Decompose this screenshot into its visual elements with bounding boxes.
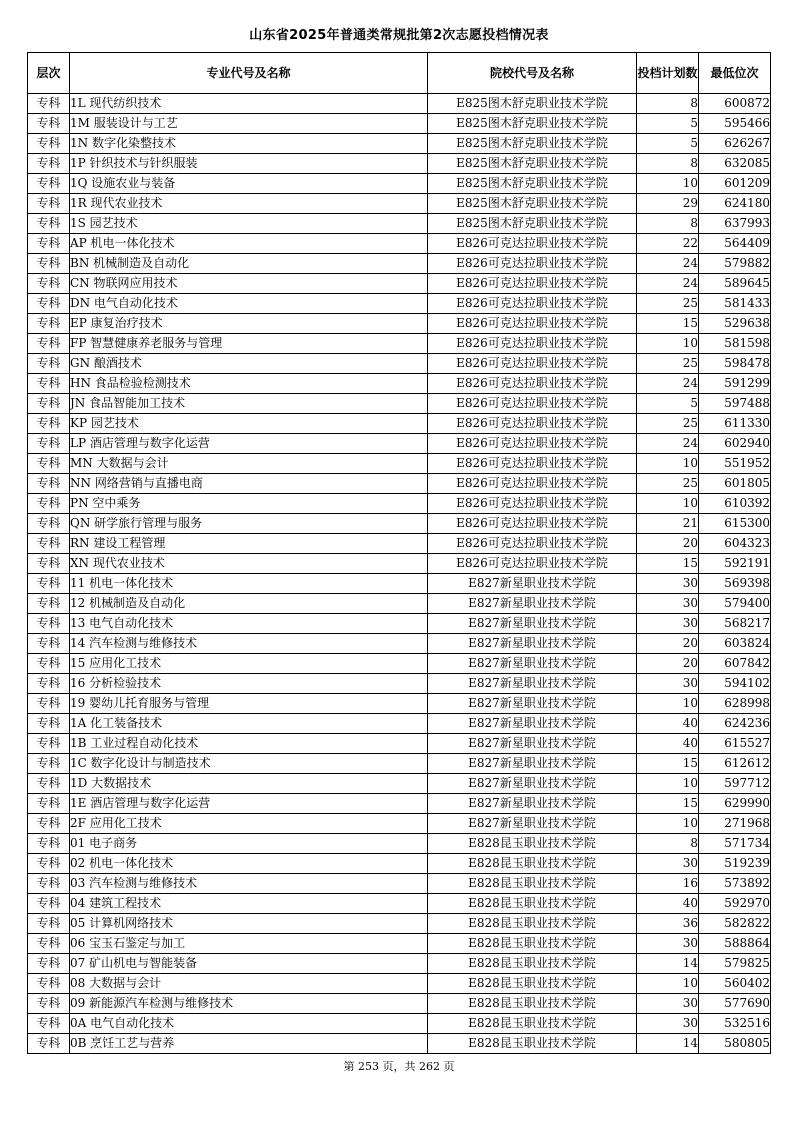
cell-major: EP 康复治疗技术 (70, 314, 428, 334)
table-row (28, 214, 771, 234)
cell-rank: 597488 (699, 394, 771, 414)
cell-school: E826可克达拉职业技术学院 (428, 474, 637, 494)
cell-plan: 8 (637, 154, 699, 174)
cell-major: 0A 电气自动化技术 (70, 1014, 428, 1034)
table-row (28, 314, 771, 334)
cell-plan: 8 (637, 834, 699, 854)
cell-school: E826可克达拉职业技术学院 (428, 534, 637, 554)
cell-rank: 624180 (699, 194, 771, 214)
cell-level: 专科 (28, 514, 70, 534)
cell-rank: 579400 (699, 594, 771, 614)
cell-rank: 529638 (699, 314, 771, 334)
cell-level: 专科 (28, 854, 70, 874)
cell-major: 02 机电一体化技术 (70, 854, 428, 874)
cell-school: E827新星职业技术学院 (428, 694, 637, 714)
cell-plan: 40 (637, 714, 699, 734)
table-row (28, 654, 771, 674)
cell-school: E828昆玉职业技术学院 (428, 854, 637, 874)
cell-level: 专科 (28, 874, 70, 894)
cell-school: E827新星职业技术学院 (428, 634, 637, 654)
cell-rank: 588864 (699, 934, 771, 954)
cell-plan: 30 (637, 614, 699, 634)
cell-plan: 21 (637, 514, 699, 534)
cell-level: 专科 (28, 614, 70, 634)
cell-rank: 637993 (699, 214, 771, 234)
table-row (28, 494, 771, 514)
header-rank: 最低位次 (699, 53, 771, 94)
table-row (28, 834, 771, 854)
table-row (28, 774, 771, 794)
cell-level: 专科 (28, 194, 70, 214)
cell-rank: 564409 (699, 234, 771, 254)
cell-plan: 30 (637, 1014, 699, 1034)
cell-plan: 30 (637, 994, 699, 1014)
table-row (28, 694, 771, 714)
cell-major: 1L 现代纺织技术 (70, 94, 428, 114)
cell-level: 专科 (28, 694, 70, 714)
cell-plan: 22 (637, 234, 699, 254)
cell-major: KP 园艺技术 (70, 414, 428, 434)
cell-rank: 632085 (699, 154, 771, 174)
cell-plan: 5 (637, 394, 699, 414)
cell-rank: 628998 (699, 694, 771, 714)
cell-major: 0B 烹饪工艺与营养 (70, 1034, 428, 1054)
cell-level: 专科 (28, 474, 70, 494)
cell-level: 专科 (28, 654, 70, 674)
cell-plan: 36 (637, 914, 699, 934)
cell-plan: 20 (637, 534, 699, 554)
cell-school: E826可克达拉职业技术学院 (428, 514, 637, 534)
cell-level: 专科 (28, 294, 70, 314)
table-row (28, 174, 771, 194)
cell-level: 专科 (28, 714, 70, 734)
cell-school: E825图木舒克职业技术学院 (428, 214, 637, 234)
cell-plan: 20 (637, 634, 699, 654)
cell-level: 专科 (28, 334, 70, 354)
cell-level: 专科 (28, 234, 70, 254)
cell-plan: 20 (637, 654, 699, 674)
table-row (28, 734, 771, 754)
cell-rank: 582822 (699, 914, 771, 934)
cell-school: E825图木舒克职业技术学院 (428, 134, 637, 154)
cell-plan: 8 (637, 94, 699, 114)
cell-major: LP 酒店管理与数字化运营 (70, 434, 428, 454)
cell-rank: 607842 (699, 654, 771, 674)
table-row (28, 854, 771, 874)
cell-major: QN 研学旅行管理与服务 (70, 514, 428, 534)
cell-level: 专科 (28, 494, 70, 514)
table-row (28, 974, 771, 994)
cell-plan: 25 (637, 294, 699, 314)
cell-rank: 629990 (699, 794, 771, 814)
cell-plan: 14 (637, 954, 699, 974)
cell-plan: 10 (637, 974, 699, 994)
cell-school: E826可克达拉职业技术学院 (428, 414, 637, 434)
cell-school: E827新星职业技术学院 (428, 574, 637, 594)
header-major: 专业代号及名称 (70, 53, 428, 94)
table-row (28, 254, 771, 274)
cell-level: 专科 (28, 954, 70, 974)
cell-school: E828昆玉职业技术学院 (428, 1034, 637, 1054)
cell-major: NN 网络营销与直播电商 (70, 474, 428, 494)
table-row (28, 454, 771, 474)
cell-major: 1E 酒店管理与数字化运营 (70, 794, 428, 814)
cell-school: E828昆玉职业技术学院 (428, 874, 637, 894)
table-row (28, 154, 771, 174)
table-row (28, 414, 771, 434)
header-plan: 投档计划数 (637, 53, 699, 94)
cell-school: E826可克达拉职业技术学院 (428, 294, 637, 314)
cell-level: 专科 (28, 754, 70, 774)
cell-level: 专科 (28, 154, 70, 174)
cell-rank: 579882 (699, 254, 771, 274)
cell-plan: 5 (637, 134, 699, 154)
cell-plan: 24 (637, 254, 699, 274)
cell-rank: 615300 (699, 514, 771, 534)
cell-major: GN 酿酒技术 (70, 354, 428, 374)
cell-major: 05 计算机网络技术 (70, 914, 428, 934)
cell-level: 专科 (28, 174, 70, 194)
cell-plan: 5 (637, 114, 699, 134)
cell-major: FP 智慧健康养老服务与管理 (70, 334, 428, 354)
cell-rank: 573892 (699, 874, 771, 894)
cell-major: RN 建设工程管理 (70, 534, 428, 554)
cell-major: 14 汽车检测与维修技术 (70, 634, 428, 654)
cell-school: E827新星职业技术学院 (428, 754, 637, 774)
table-row (28, 814, 771, 834)
cell-level: 专科 (28, 434, 70, 454)
cell-school: E825图木舒克职业技术学院 (428, 154, 637, 174)
table-row (28, 994, 771, 1014)
cell-major: 1R 现代农业技术 (70, 194, 428, 214)
cell-plan: 29 (637, 194, 699, 214)
cell-rank: 600872 (699, 94, 771, 114)
cell-school: E826可克达拉职业技术学院 (428, 254, 637, 274)
cell-rank: 626267 (699, 134, 771, 154)
cell-plan: 30 (637, 934, 699, 954)
table-row (28, 874, 771, 894)
cell-level: 专科 (28, 114, 70, 134)
table-row (28, 434, 771, 454)
cell-school: E825图木舒克职业技术学院 (428, 194, 637, 214)
cell-rank: 612612 (699, 754, 771, 774)
cell-level: 专科 (28, 774, 70, 794)
cell-rank: 594102 (699, 674, 771, 694)
cell-school: E826可克达拉职业技术学院 (428, 314, 637, 334)
header-level: 层次 (28, 53, 70, 94)
cell-school: E827新星职业技术学院 (428, 614, 637, 634)
cell-school: E826可克达拉职业技术学院 (428, 394, 637, 414)
cell-major: 1Q 设施农业与装备 (70, 174, 428, 194)
table-row (28, 714, 771, 734)
cell-major: CN 物联网应用技术 (70, 274, 428, 294)
cell-school: E825图木舒克职业技术学院 (428, 114, 637, 134)
table-row (28, 134, 771, 154)
table-row (28, 634, 771, 654)
cell-major: 01 电子商务 (70, 834, 428, 854)
cell-school: E826可克达拉职业技术学院 (428, 554, 637, 574)
cell-rank: 551952 (699, 454, 771, 474)
cell-rank: 604323 (699, 534, 771, 554)
cell-plan: 8 (637, 214, 699, 234)
table-row (28, 1014, 771, 1034)
cell-rank: 598478 (699, 354, 771, 374)
table-row (28, 1034, 771, 1054)
cell-major: PN 空中乘务 (70, 494, 428, 514)
cell-plan: 30 (637, 854, 699, 874)
cell-major: 1S 园艺技术 (70, 214, 428, 234)
cell-plan: 10 (637, 494, 699, 514)
cell-major: 08 大数据与会计 (70, 974, 428, 994)
cell-level: 专科 (28, 254, 70, 274)
admission-table (27, 52, 771, 1054)
cell-plan: 14 (637, 1034, 699, 1054)
cell-level: 专科 (28, 554, 70, 574)
cell-plan: 10 (637, 814, 699, 834)
cell-major: 12 机械制造及自动化 (70, 594, 428, 614)
cell-rank: 602940 (699, 434, 771, 454)
cell-rank: 532516 (699, 1014, 771, 1034)
cell-major: 03 汽车检测与维修技术 (70, 874, 428, 894)
cell-major: 1D 大数据技术 (70, 774, 428, 794)
cell-plan: 24 (637, 434, 699, 454)
cell-plan: 10 (637, 694, 699, 714)
cell-level: 专科 (28, 894, 70, 914)
cell-rank: 611330 (699, 414, 771, 434)
cell-rank: 519239 (699, 854, 771, 874)
cell-plan: 10 (637, 774, 699, 794)
cell-rank: 580805 (699, 1034, 771, 1054)
table-row (28, 754, 771, 774)
table-row (28, 234, 771, 254)
cell-rank: 603824 (699, 634, 771, 654)
cell-school: E826可克达拉职业技术学院 (428, 354, 637, 374)
cell-school: E828昆玉职业技术学院 (428, 974, 637, 994)
cell-level: 专科 (28, 1034, 70, 1054)
cell-plan: 10 (637, 334, 699, 354)
table-row (28, 474, 771, 494)
cell-school: E827新星职业技术学院 (428, 734, 637, 754)
cell-plan: 15 (637, 754, 699, 774)
table-row (28, 294, 771, 314)
cell-plan: 30 (637, 594, 699, 614)
cell-level: 专科 (28, 214, 70, 234)
cell-school: E828昆玉职业技术学院 (428, 1014, 637, 1034)
cell-rank: 592191 (699, 554, 771, 574)
table-row (28, 894, 771, 914)
cell-level: 专科 (28, 94, 70, 114)
cell-level: 专科 (28, 814, 70, 834)
cell-school: E827新星职业技术学院 (428, 654, 637, 674)
cell-major: 04 建筑工程技术 (70, 894, 428, 914)
page-footer: 第 253 页，共 262 页 (343, 1060, 455, 1073)
cell-rank: 579825 (699, 954, 771, 974)
cell-major: 15 应用化工技术 (70, 654, 428, 674)
table-row (28, 934, 771, 954)
cell-level: 专科 (28, 394, 70, 414)
cell-rank: 581598 (699, 334, 771, 354)
table-row (28, 914, 771, 934)
cell-plan: 30 (637, 674, 699, 694)
cell-level: 专科 (28, 994, 70, 1014)
cell-school: E828昆玉职业技术学院 (428, 934, 637, 954)
cell-major: AP 机电一体化技术 (70, 234, 428, 254)
table-row (28, 514, 771, 534)
cell-major: MN 大数据与会计 (70, 454, 428, 474)
cell-major: 1P 针织技术与针织服装 (70, 154, 428, 174)
cell-level: 专科 (28, 1014, 70, 1034)
cell-major: 06 宝玉石鉴定与加工 (70, 934, 428, 954)
cell-rank: 601805 (699, 474, 771, 494)
cell-plan: 10 (637, 174, 699, 194)
table-row (28, 374, 771, 394)
cell-school: E828昆玉职业技术学院 (428, 954, 637, 974)
cell-rank: 568217 (699, 614, 771, 634)
cell-major: 13 电气自动化技术 (70, 614, 428, 634)
cell-level: 专科 (28, 834, 70, 854)
cell-major: 1C 数字化设计与制造技术 (70, 754, 428, 774)
cell-level: 专科 (28, 594, 70, 614)
table-row (28, 354, 771, 374)
table-row (28, 94, 771, 114)
cell-rank: 624236 (699, 714, 771, 734)
table-row (28, 534, 771, 554)
cell-school: E827新星职业技术学院 (428, 774, 637, 794)
table-row (28, 594, 771, 614)
cell-major: 1N 数字化染整技术 (70, 134, 428, 154)
cell-plan: 15 (637, 554, 699, 574)
cell-rank: 610392 (699, 494, 771, 514)
cell-school: E826可克达拉职业技术学院 (428, 434, 637, 454)
table-row (28, 334, 771, 354)
cell-major: 19 婴幼儿托育服务与管理 (70, 694, 428, 714)
cell-plan: 10 (637, 454, 699, 474)
cell-rank: 271968 (699, 814, 771, 834)
cell-school: E827新星职业技术学院 (428, 674, 637, 694)
cell-rank: 597712 (699, 774, 771, 794)
cell-plan: 40 (637, 734, 699, 754)
cell-level: 专科 (28, 574, 70, 594)
cell-rank: 615527 (699, 734, 771, 754)
table-row (28, 954, 771, 974)
table-row (28, 574, 771, 594)
cell-major: HN 食品检验检测技术 (70, 374, 428, 394)
table-header-row (28, 53, 771, 94)
cell-school: E826可克达拉职业技术学院 (428, 494, 637, 514)
cell-level: 专科 (28, 374, 70, 394)
cell-level: 专科 (28, 794, 70, 814)
table-row (28, 114, 771, 134)
cell-level: 专科 (28, 454, 70, 474)
cell-major: 07 矿山机电与智能装备 (70, 954, 428, 974)
cell-school: E828昆玉职业技术学院 (428, 994, 637, 1014)
page-title: 山东省2025年普通类常规批第2次志愿投档情况表 (249, 28, 549, 43)
cell-school: E828昆玉职业技术学院 (428, 914, 637, 934)
cell-school: E827新星职业技术学院 (428, 594, 637, 614)
cell-school: E826可克达拉职业技术学院 (428, 454, 637, 474)
cell-level: 专科 (28, 134, 70, 154)
cell-plan: 15 (637, 794, 699, 814)
cell-level: 专科 (28, 414, 70, 434)
cell-rank: 589645 (699, 274, 771, 294)
cell-rank: 601209 (699, 174, 771, 194)
table-row (28, 274, 771, 294)
cell-plan: 25 (637, 474, 699, 494)
cell-major: DN 电气自动化技术 (70, 294, 428, 314)
cell-plan: 40 (637, 894, 699, 914)
cell-rank: 577690 (699, 994, 771, 1014)
cell-level: 专科 (28, 274, 70, 294)
cell-level: 专科 (28, 974, 70, 994)
cell-major: 1A 化工装备技术 (70, 714, 428, 734)
table-row (28, 194, 771, 214)
cell-school: E826可克达拉职业技术学院 (428, 274, 637, 294)
cell-school: E826可克达拉职业技术学院 (428, 234, 637, 254)
cell-plan: 30 (637, 574, 699, 594)
cell-level: 专科 (28, 674, 70, 694)
cell-plan: 25 (637, 354, 699, 374)
table-row (28, 674, 771, 694)
cell-plan: 16 (637, 874, 699, 894)
cell-rank: 591299 (699, 374, 771, 394)
cell-plan: 25 (637, 414, 699, 434)
cell-major: JN 食品智能加工技术 (70, 394, 428, 414)
table-body (28, 94, 771, 1054)
table-row (28, 554, 771, 574)
cell-major: XN 现代农业技术 (70, 554, 428, 574)
cell-major: BN 机械制造及自动化 (70, 254, 428, 274)
cell-school: E827新星职业技术学院 (428, 714, 637, 734)
cell-major: 2F 应用化工技术 (70, 814, 428, 834)
cell-level: 专科 (28, 634, 70, 654)
cell-level: 专科 (28, 354, 70, 374)
cell-school: E827新星职业技术学院 (428, 814, 637, 834)
cell-rank: 581433 (699, 294, 771, 314)
cell-major: 1B 工业过程自动化技术 (70, 734, 428, 754)
cell-rank: 560402 (699, 974, 771, 994)
cell-major: 1M 服装设计与工艺 (70, 114, 428, 134)
cell-school: E825图木舒克职业技术学院 (428, 94, 637, 114)
cell-school: E828昆玉职业技术学院 (428, 894, 637, 914)
cell-level: 专科 (28, 314, 70, 334)
cell-major: 16 分析检验技术 (70, 674, 428, 694)
cell-rank: 571734 (699, 834, 771, 854)
cell-school: E826可克达拉职业技术学院 (428, 334, 637, 354)
table-row (28, 794, 771, 814)
cell-level: 专科 (28, 534, 70, 554)
cell-plan: 24 (637, 374, 699, 394)
table-row (28, 394, 771, 414)
cell-level: 专科 (28, 734, 70, 754)
cell-school: E828昆玉职业技术学院 (428, 834, 637, 854)
cell-level: 专科 (28, 914, 70, 934)
cell-plan: 24 (637, 274, 699, 294)
cell-rank: 569398 (699, 574, 771, 594)
cell-school: E825图木舒克职业技术学院 (428, 174, 637, 194)
header-school: 院校代号及名称 (428, 53, 637, 94)
cell-major: 11 机电一体化技术 (70, 574, 428, 594)
cell-rank: 595466 (699, 114, 771, 134)
cell-school: E827新星职业技术学院 (428, 794, 637, 814)
table-row (28, 614, 771, 634)
cell-rank: 592970 (699, 894, 771, 914)
cell-plan: 15 (637, 314, 699, 334)
cell-school: E826可克达拉职业技术学院 (428, 374, 637, 394)
cell-major: 09 新能源汽车检测与维修技术 (70, 994, 428, 1014)
cell-level: 专科 (28, 934, 70, 954)
